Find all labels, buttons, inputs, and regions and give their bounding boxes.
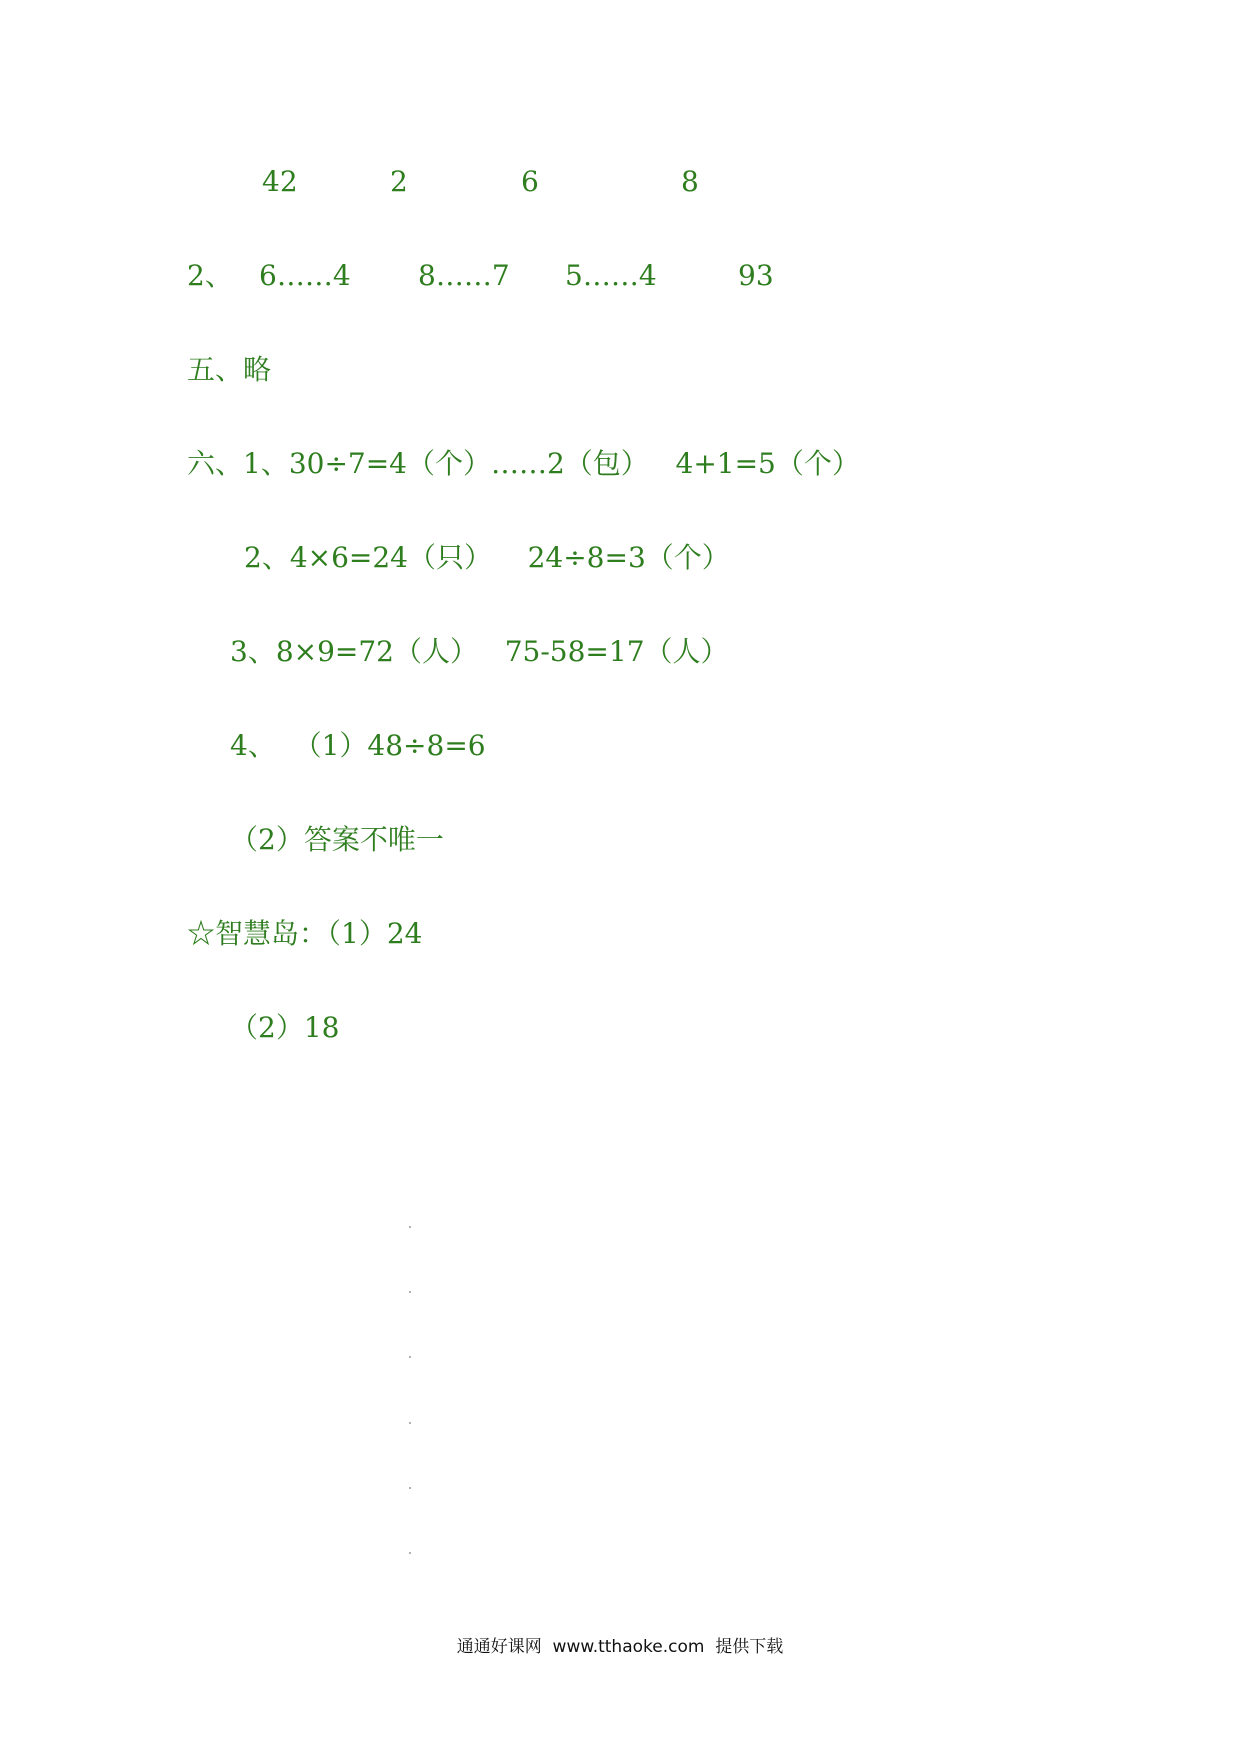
artifact-dot xyxy=(409,1226,411,1228)
section-6-q4: 4、 （1）48÷8=6 xyxy=(230,729,486,762)
answer-value: 8……7 xyxy=(418,259,510,292)
section-6-q3: 3、8×9=72（人） 75-58=17（人） xyxy=(230,635,729,668)
answer-value: 42 xyxy=(262,165,298,198)
question-number: 2、 xyxy=(187,259,233,292)
section-5-answer: 五、略 xyxy=(187,353,272,386)
footer-source-text: 通通好课网 www.tthaoke.com 提供下载 xyxy=(456,1637,784,1657)
section-6-q1: 六、1、30÷7=4（个）……2（包） 4+1=5（个） xyxy=(187,447,860,480)
section-6-q2: 2、4×6=24（只） 24÷8=3（个） xyxy=(244,541,730,574)
answer-value: 93 xyxy=(738,259,774,292)
artifact-dot xyxy=(409,1552,411,1554)
answer-value: 5……4 xyxy=(565,259,657,292)
artifact-dot xyxy=(409,1291,411,1293)
answer-value: 2 xyxy=(390,165,408,198)
wisdom-island-line-2: （2）18 xyxy=(230,1011,340,1044)
artifact-dot xyxy=(409,1356,411,1358)
artifact-dot xyxy=(409,1422,411,1424)
answer-value: 6……4 xyxy=(259,259,351,292)
wisdom-island-line-1: ☆智慧岛：（1）24 xyxy=(187,917,423,950)
answer-value: 6 xyxy=(521,165,539,198)
answer-value: 8 xyxy=(681,165,699,198)
artifact-dot xyxy=(409,1487,411,1489)
section-6-q4-part2: （2）答案不唯一 xyxy=(230,823,444,856)
